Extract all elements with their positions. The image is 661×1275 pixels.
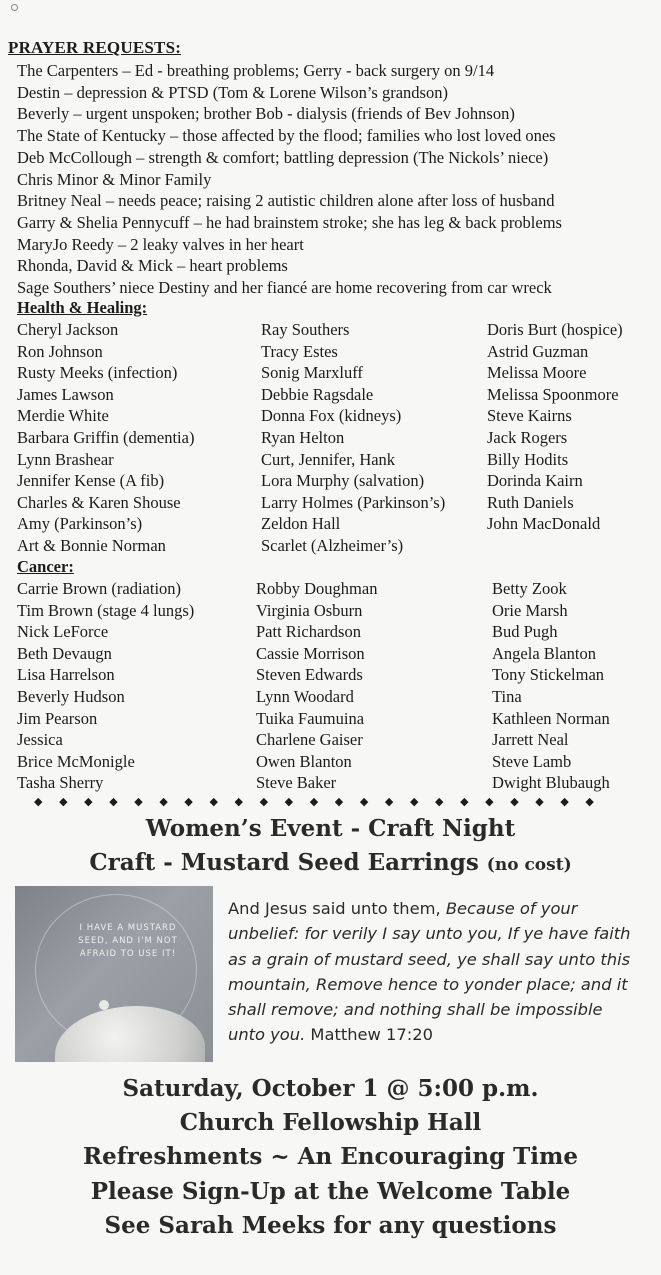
name-entry: Steven Edwards: [256, 665, 363, 685]
health-healing-heading: Health & Healing:: [17, 298, 148, 317]
name-entry: Jennifer Kense (A fib): [17, 471, 165, 491]
event-refreshments: Refreshments ~ An Encouraging Time: [83, 1143, 578, 1171]
name-entry: Zeldon Hall: [261, 514, 341, 534]
scripture-body: Because of your unbelief: for verily I say unto you, If ye have faith as a grain of mustard seed, ye shall say unto this mountain, Remove hence to yonder place; and it shall remove; and nothing shall be impossible unto you.: [228, 899, 631, 1045]
diamond-icon: ◆: [134, 796, 143, 808]
diamond-icon: ◆: [184, 796, 193, 808]
name-entry: Astrid Guzman: [487, 341, 589, 361]
name-entry: Nick LeForce: [17, 622, 109, 642]
diamond-icon: ◆: [109, 796, 118, 808]
hole-punch-mark: [11, 4, 18, 11]
diamond-icon: ◆: [485, 796, 494, 808]
scripture-reference: Matthew 17:20: [305, 1025, 433, 1045]
prayer-request: The State of Kentucky – those affected by the flood; families who lost loved ones: [17, 126, 556, 146]
name-entry: Betty Zook: [492, 579, 567, 598]
name-entry: Ron Johnson: [17, 341, 103, 361]
prayer-request: Sage Southers’ niece Destiny and her fiancé are home recovering from car wreck: [17, 278, 552, 298]
name-entry: John MacDonald: [487, 514, 601, 534]
name-entry: Rusty Meeks (infection): [17, 363, 178, 383]
prayer-request: Destin – depression & PTSD (Tom & Lorene Wilson’s grandson): [17, 82, 448, 102]
name-entry: Tracy Estes: [261, 341, 338, 361]
name-entry: Tuika Faumuina: [256, 708, 365, 728]
diamond-icon: ◆: [409, 796, 419, 808]
event-contact: See Sarah Meeks for any questions: [104, 1211, 557, 1239]
name-entry: Jessica: [17, 730, 63, 750]
diamond-icon: ◆: [435, 796, 444, 808]
cancer-heading: Cancer:: [17, 557, 74, 576]
mustard-seed-image: [15, 886, 213, 1062]
name-entry: Virginia Osburn: [256, 600, 363, 620]
name-entry: Scarlet (Alzheimer’s): [261, 535, 404, 555]
name-entry: Cheryl Jackson: [17, 320, 119, 339]
diamond-icon: ◆: [84, 796, 93, 808]
name-entry: Carrie Brown (radiation): [17, 579, 182, 598]
diamond-icon: ◆: [560, 796, 569, 808]
event-craft: [0, 849, 661, 876]
prayer-requests-heading: PRAYER REQUESTS:: [8, 38, 182, 57]
name-entry: Art & Bonnie Norman: [17, 535, 166, 555]
cancer-column-3: [492, 578, 610, 794]
name-entry: Tony Stickelman: [492, 665, 605, 685]
prayer-request: Rhonda, David & Mick – heart problems: [17, 256, 288, 276]
scripture-intro: And Jesus said unto them,: [228, 899, 446, 918]
name-entry: Doris Burt (hospice): [487, 320, 623, 339]
craft-name: Craft - Mustard Seed Earrings: [89, 849, 479, 876]
diamond-icon: ◆: [209, 796, 218, 808]
diamond-icon: ◆: [234, 796, 243, 808]
diamond-icon: ◆: [535, 796, 544, 808]
diamond-icon: ◆: [460, 796, 469, 808]
health-column-3: [487, 319, 623, 535]
diamond-icon: ◆: [510, 796, 519, 808]
name-entry: Larry Holmes (Parkinson’s): [261, 492, 446, 512]
diamond-icon: ◆: [585, 796, 594, 808]
name-entry: Brice McMonigle: [17, 751, 135, 771]
name-entry: Melissa Moore: [487, 363, 587, 383]
name-entry: Beverly Hudson: [17, 686, 125, 706]
name-entry: Tasha Sherry: [17, 773, 104, 793]
diamond-icon: ◆: [334, 796, 344, 808]
prayer-request: Chris Minor & Minor Family: [17, 169, 212, 189]
name-entry: Ray Southers: [261, 320, 350, 339]
event-date: Saturday, October 1 @ 5:00 p.m.: [122, 1075, 539, 1102]
name-entry: Lisa Harrelson: [17, 665, 115, 685]
name-entry: Dwight Blubaugh: [492, 773, 610, 793]
diamond-icon: ◆: [259, 796, 269, 808]
name-entry: Lynn Woodard: [256, 686, 354, 706]
name-entry: Bud Pugh: [492, 622, 558, 642]
name-entry: James Lawson: [17, 384, 114, 404]
diamond-icon: ◆: [309, 796, 319, 808]
name-entry: Charles & Karen Shouse: [17, 492, 181, 512]
diamond-icon: ◆: [384, 796, 394, 808]
event-details: [0, 1072, 661, 1243]
prayer-request: Garry & Shelia Pennycuff – he had brainstem stroke; she has leg & back problems: [17, 212, 562, 232]
cancer-column-1: [17, 578, 194, 794]
name-entry: Jack Rogers: [487, 427, 568, 447]
prayer-request: The Carpenters – Ed - breathing problems; Gerry - back surgery on 9/14: [17, 61, 495, 80]
prayer-request: MaryJo Reedy – 2 leaky valves in her heart: [17, 234, 304, 254]
name-entry: Curt, Jennifer, Hank: [261, 449, 396, 469]
name-entry: Steve Lamb: [492, 751, 572, 771]
image-caption: I HAVE A MUSTARD SEED, AND I'M NOT AFRAID TO USE IT!: [78, 923, 178, 959]
cancer-column-2: [256, 578, 377, 794]
diamond-divider: [34, 795, 594, 808]
name-entry: Amy (Parkinson’s): [17, 514, 143, 534]
name-entry: Tim Brown (stage 4 lungs): [17, 600, 195, 620]
name-entry: Ryan Helton: [261, 427, 345, 447]
name-entry: Melissa Spoonmore: [487, 384, 619, 404]
name-entry: Robby Doughman: [256, 579, 378, 598]
diamond-icon: ◆: [34, 796, 43, 808]
prayer-request: Beverly – urgent unspoken; brother Bob - dialysis (friends of Bev Johnson): [17, 104, 515, 124]
name-entry: Jarrett Neal: [492, 730, 569, 750]
health-column-1: [17, 319, 194, 557]
scripture-passage: [228, 896, 638, 1048]
name-entry: Kathleen Norman: [492, 708, 610, 728]
name-entry: Merdie White: [17, 406, 109, 426]
name-entry: Cassie Morrison: [256, 643, 365, 663]
diamond-icon: ◆: [159, 796, 168, 808]
name-entry: Orie Marsh: [492, 600, 568, 620]
name-entry: Dorinda Kairn: [487, 471, 583, 491]
name-entry: Owen Blanton: [256, 751, 352, 771]
diamond-icon: ◆: [359, 796, 369, 808]
name-entry: Debbie Ragsdale: [261, 384, 374, 404]
name-entry: Barbara Griffin (dementia): [17, 427, 195, 447]
diamond-icon: ◆: [284, 796, 294, 808]
name-entry: Lynn Brashear: [17, 449, 114, 469]
name-entry: Steve Baker: [256, 773, 337, 793]
prayer-request: Deb McCollough – strength & comfort; battling depression (The Nickols’ niece): [17, 147, 549, 167]
name-entry: Tina: [492, 686, 522, 706]
prayer-requests-list: [17, 60, 657, 299]
health-column-2: [261, 319, 445, 557]
craft-note: (no cost): [486, 855, 572, 875]
event-location: Church Fellowship Hall: [179, 1109, 482, 1137]
name-entry: Donna Fox (kidneys): [261, 406, 402, 426]
name-entry: Sonig Marxluff: [261, 363, 363, 383]
name-entry: Beth Devaugn: [17, 643, 112, 663]
name-entry: Patt Richardson: [256, 622, 361, 642]
prayer-request: Britney Neal – needs peace; raising 2 autistic children alone after loss of husband: [17, 191, 555, 211]
event-signup: Please Sign-Up at the Welcome Table: [90, 1177, 571, 1205]
name-entry: Angela Blanton: [492, 643, 597, 663]
diamond-icon: ◆: [59, 796, 68, 808]
name-entry: Lora Murphy (salvation): [261, 471, 425, 491]
name-entry: Billy Hodits: [487, 449, 569, 469]
name-entry: Charlene Gaiser: [256, 730, 363, 750]
name-entry: Steve Kairns: [487, 406, 572, 426]
name-entry: Jim Pearson: [17, 708, 98, 728]
event-title: Women’s Event - Craft Night: [145, 815, 516, 842]
name-entry: Ruth Daniels: [487, 492, 574, 512]
